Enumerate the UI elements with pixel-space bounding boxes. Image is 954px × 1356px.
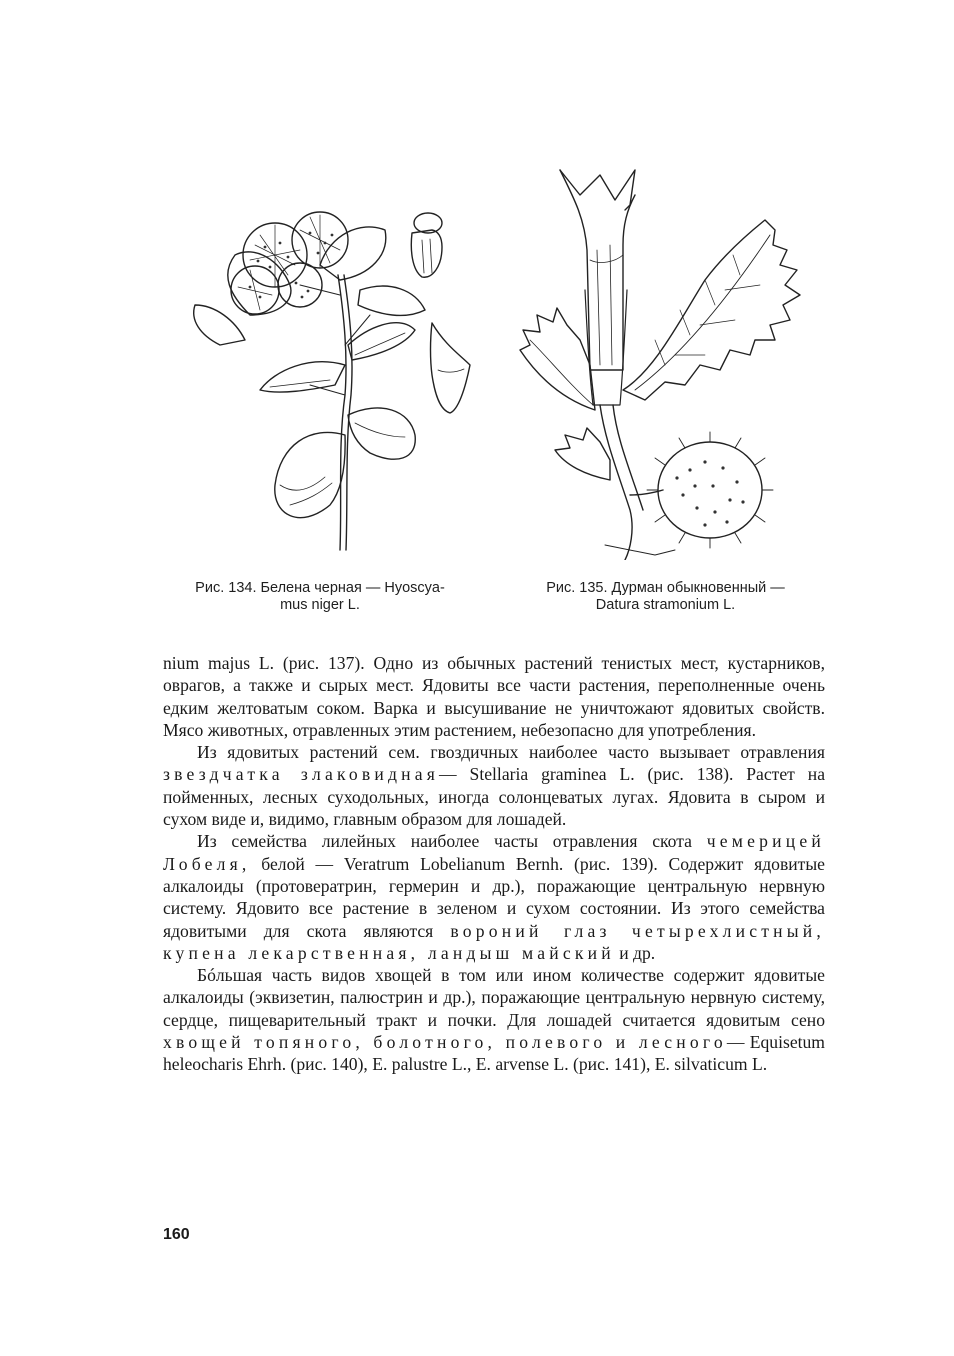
figure-134-caption-line1: Рис. 134. Белена черная — Hyoscya- bbox=[195, 580, 445, 596]
paragraph-4-text-b: — Equisetum heleocharis Ehrh. (рис. 140), E. palustre L., E. arvense L. (рис. 141), E. silvaticum L. bbox=[163, 1032, 825, 1075]
paragraph-2-text-b: — Stellaria graminea L. (рис. 138). Растет на пойменных, лесных суходольных, иногда солонцеватых лугах. Ядовита в сыром и сухом виде и, видимо, главным образом для лошадей. bbox=[163, 764, 825, 830]
figure-datura-illustration bbox=[505, 150, 835, 560]
paragraph-4-spaced-term: хвощей топяного, болотного, полевого и лесного bbox=[163, 1032, 727, 1053]
paragraph-chelidonium bbox=[163, 652, 825, 741]
paragraph-3-spaced-term-2: вороний глаз четырехлистный, купена лекарственная, ландыш майский bbox=[163, 920, 825, 963]
paragraph-2-text-a: Из ядовитых растений сем. гвоздичных наиболее часто вызывает отравления bbox=[197, 742, 825, 763]
paragraph-stellaria bbox=[163, 741, 825, 830]
paragraph-3-text-b: белой — Veratrum Lobelianum Bernh. (рис. 139). Содержит ядовитые алкалоиды (протовератрин, гермерин и др.), поражающие центральную нервную систему. Ядовито все растение в зеленом и сухом состоянии. Из этого семейства ядовитыми для скота являются bbox=[163, 853, 825, 941]
figure-135-caption-line2: Datura stramonium L. bbox=[595, 597, 736, 613]
paragraph-2-spaced-term: звездчатка злаковидная bbox=[163, 764, 440, 785]
figure-134-caption-line2: mus niger L. bbox=[280, 597, 360, 613]
figure-134-caption bbox=[155, 580, 485, 614]
page-number: 160 bbox=[163, 1226, 190, 1243]
body-text bbox=[163, 652, 825, 1076]
paragraph-4-text-a: Бóльшая часть видов хвощей в том или ином количестве содержит ядовитые алкалоиды (эквизетин, палюстрин и др.), поражающие центральную нервную систему, сердце, пищеварительный тракт и почки. Для лошадей считается ядовитым сено bbox=[163, 965, 825, 1030]
paragraph-3-text-c: и др. bbox=[619, 942, 656, 963]
paragraph-3-spaced-term-1: чемерицей Лобеля, bbox=[163, 831, 825, 874]
paragraph-3-text-a: Из семейства лилейных наиболее часты отравления скота bbox=[197, 831, 692, 852]
paragraph-veratrum bbox=[163, 830, 825, 964]
figure-hyoscyamus-illustration bbox=[160, 195, 485, 555]
figure-135-caption bbox=[498, 580, 833, 614]
figure-135-caption-line1: Рис. 135. Дурман обыкновенный — bbox=[546, 580, 785, 596]
paragraph-equisetum bbox=[163, 964, 825, 1075]
paragraph-1-text: nium majus L. (рис. 137). Одно из обычных растений тенистых мест, кустарников, оврагов, а также и сырых мест. Ядовиты все части растения, переполненные очень едким желтоватым соком. Варка и высушивание не уничтожают ядовитых свойств. Мясо животных, отравленных этим растением, небезопасно для употребления. bbox=[163, 653, 825, 740]
